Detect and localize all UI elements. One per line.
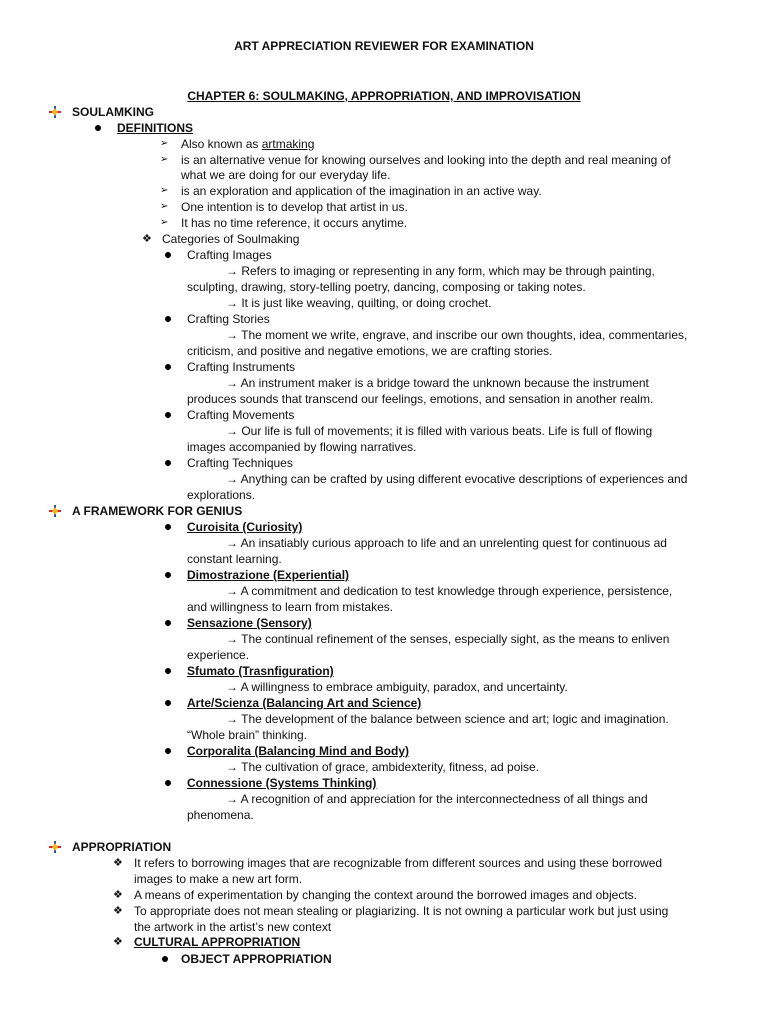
appropriation-point: To appropriate does not mean stealing or plagiarizing. It is not owning a particular work but just using — [134, 904, 669, 918]
bullet-dot-icon — [165, 700, 171, 706]
genius-principle-label: Sfumato (Trasnfiguration) — [187, 664, 334, 678]
arrowhead-bullet-icon: ➢ — [160, 154, 169, 165]
soulmaking-heading: SOULAMKING — [72, 105, 154, 119]
genius-principle-text-cont: constant learning. — [187, 552, 282, 566]
diamond-bullet-icon: ❖ — [142, 233, 152, 245]
section-bullet-icon — [48, 840, 62, 854]
bullet-dot-icon — [165, 316, 171, 322]
genius-principle-text: → A recognition of and appreciation for the interconnectedness of all things and — [226, 792, 648, 806]
category-label: Crafting Images — [187, 248, 272, 262]
categories-label: Categories of Soulmaking — [162, 232, 300, 246]
genius-principle-text-cont: phenomena. — [187, 808, 254, 822]
bullet-dot-icon — [165, 668, 171, 674]
arrowhead-bullet-icon: ➢ — [160, 138, 169, 149]
genius-principle-text-cont: experience. — [187, 648, 250, 662]
genius-principle-label: Dimostrazione (Experiential) — [187, 568, 350, 582]
genius-principle-text: → The development of the balance between science and art; logic and imagination. — [226, 712, 669, 726]
arrowhead-bullet-icon: ➢ — [160, 217, 169, 228]
bullet-dot-icon — [162, 956, 168, 962]
bullet-dot-icon — [165, 524, 171, 530]
bullet-dot-icon — [165, 252, 171, 258]
category-text: → An instrument maker is a bridge toward the unknown because the instrument — [226, 376, 649, 390]
diamond-bullet-icon: ❖ — [113, 936, 123, 948]
definition-item: It has no time reference, it occurs anytime. — [181, 216, 408, 230]
category-label: Crafting Movements — [187, 408, 295, 422]
category-text: → Refers to imaging or representing in any form, which may be through painting, — [226, 264, 655, 278]
definitions-label: DEFINITIONS — [117, 121, 194, 135]
category-text: → It is just like weaving, quilting, or doing crochet. — [226, 296, 492, 310]
genius-principle-text: → A commitment and dedication to test knowledge through experience, persistence, — [226, 584, 673, 598]
genius-principle-label: Corporalita (Balancing Mind and Body) — [187, 744, 410, 758]
appropriation-heading: APPROPRIATION — [72, 840, 172, 854]
category-text-cont: images accompanied by flowing narratives. — [187, 440, 417, 454]
genius-heading: A FRAMEWORK FOR GENIUS — [72, 504, 243, 518]
definition-item: is an exploration and application of the imagination in an active way. — [181, 184, 542, 198]
diamond-bullet-icon: ❖ — [113, 905, 123, 917]
arrowhead-bullet-icon: ➢ — [160, 185, 169, 196]
section-bullet-icon — [48, 105, 62, 119]
category-text-cont: criticism, and positive and negative emotions, we are crafting stories. — [187, 344, 553, 358]
bullet-dot-icon — [165, 412, 171, 418]
definition-item: One intention is to develop that artist in us. — [181, 200, 408, 214]
genius-principle-text: → The continual refinement of the senses, especially sight, as the means to enliven — [226, 632, 670, 646]
category-label: Crafting Techniques — [187, 456, 293, 470]
category-text-cont: sculpting, drawing, story-telling poetry, dancing, composing or taking notes. — [187, 280, 586, 294]
category-text: → The moment we write, engrave, and inscribe our own thoughts, idea, commentaries, — [226, 328, 688, 342]
genius-principle-label: Connessione (Systems Thinking) — [187, 776, 377, 790]
bullet-dot-icon — [165, 572, 171, 578]
object-appropriation-label: OBJECT APPROPRIATION — [181, 952, 332, 966]
artmaking-term: artmaking — [261, 137, 315, 151]
category-text-cont: explorations. — [187, 488, 256, 502]
definition-item — [181, 136, 314, 152]
appropriation-point: It refers to borrowing images that are recognizable from different sources and using these borrowed — [134, 856, 663, 870]
definition-prefix: Also known as — [181, 137, 262, 151]
category-text: → Anything can be crafted by using different evocative descriptions of experiences and — [226, 472, 688, 486]
appropriation-point: A means of experimentation by changing the context around the borrowed images and objects. — [134, 888, 637, 902]
bullet-dot-icon — [165, 780, 171, 786]
bullet-dot-icon — [165, 460, 171, 466]
document-title: ART APPRECIATION REVIEWER FOR EXAMINATION — [234, 39, 534, 53]
genius-principle-text-cont: “Whole brain” thinking. — [187, 728, 308, 742]
genius-principle-label: Curoisita (Curiosity) — [187, 520, 303, 534]
cultural-appropriation-label: CULTURAL APPROPRIATION — [134, 935, 301, 949]
definition-item-cont: what we are doing for our everyday life. — [181, 168, 391, 182]
category-label: Crafting Instruments — [187, 360, 296, 374]
appropriation-point-cont: the artwork in the artist’s new context — [134, 920, 332, 934]
category-text-cont: produces sounds that transcend our feelings, emotions, and sensation in another realm. — [187, 392, 654, 406]
bullet-dot-icon — [165, 364, 171, 370]
definition-item: is an alternative venue for knowing ourselves and looking into the depth and real meaning of — [181, 153, 671, 167]
category-text: → Our life is full of movements; it is filled with various beats. Life is full of flowing — [226, 424, 653, 438]
section-bullet-icon — [48, 504, 62, 518]
arrowhead-bullet-icon: ➢ — [160, 201, 169, 212]
appropriation-point-cont: images to make a new art form. — [134, 872, 303, 886]
genius-principle-label: Arte/Scienza (Balancing Art and Science) — [187, 696, 422, 710]
genius-principle-text: → A willingness to embrace ambiguity, paradox, and uncertainty. — [226, 680, 568, 694]
genius-principle-text-cont: and willingness to learn from mistakes. — [187, 600, 394, 614]
bullet-dot-icon — [165, 620, 171, 626]
bullet-dot-icon — [95, 125, 101, 131]
diamond-bullet-icon: ❖ — [113, 857, 123, 869]
diamond-bullet-icon: ❖ — [113, 889, 123, 901]
category-label: Crafting Stories — [187, 312, 270, 326]
genius-principle-text: → The cultivation of grace, ambidexterity, fitness, ad poise. — [226, 760, 540, 774]
genius-principle-label: Sensazione (Sensory) — [187, 616, 312, 630]
chapter-heading: CHAPTER 6: SOULMAKING, APPROPRIATION, AND IMPROVISATION — [187, 89, 581, 103]
bullet-dot-icon — [165, 748, 171, 754]
genius-principle-text: → An insatiably curious approach to life and an unrelenting quest for continuous ad — [226, 536, 667, 550]
